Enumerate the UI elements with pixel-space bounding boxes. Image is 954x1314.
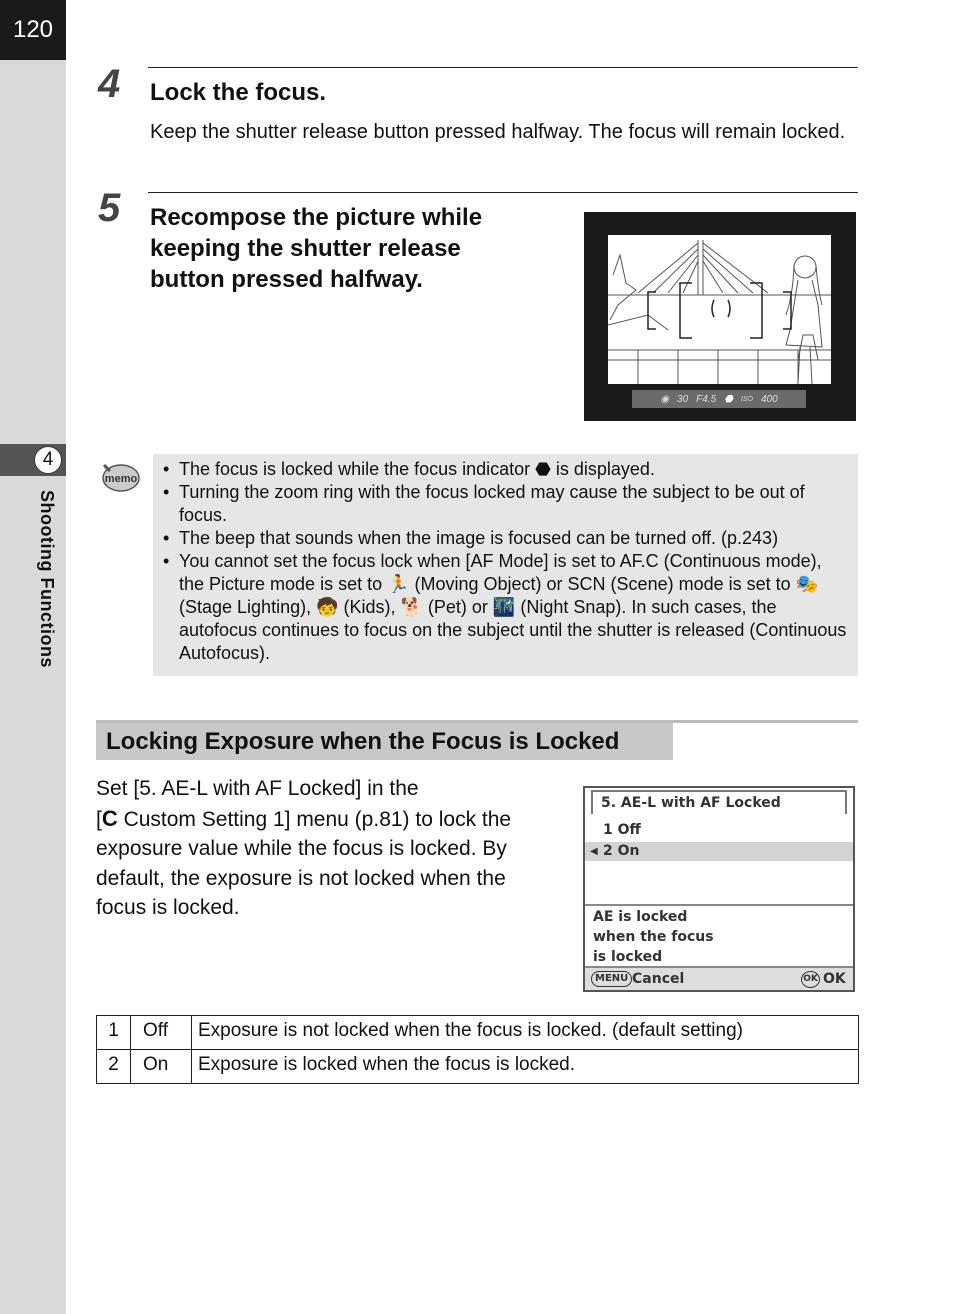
section-body-line: focus is locked.	[96, 896, 240, 919]
viewfinder-illustration	[584, 212, 856, 421]
menu-description	[585, 904, 853, 966]
ok-button-icon: OK	[801, 971, 820, 988]
page-number: 120	[0, 0, 66, 60]
viewfinder-status-bar	[632, 390, 806, 408]
table-cell-name: Off	[131, 1016, 192, 1050]
memo-item: • You cannot set the focus lock when [AF Mode] is set to AF.C (Continuous mode), the Picture mode is set to 🏃 (Moving Object) or SCN (Scene) mode is set to 🎭 (Stage Lighting), 🧒 (Kids), 🐕 (Pet) or 🌃 (Night Snap). In such cases, the autofocus continues to focus on the subject until the shutter is released (Continuous Autofocus).	[179, 550, 850, 665]
table-row	[97, 1050, 859, 1084]
section-body	[96, 774, 566, 923]
options-table	[96, 1015, 859, 1084]
section-title: Locking Exposure when the Focus is Locked	[96, 723, 673, 760]
table-cell-desc: Exposure is not locked when the focus is locked. (default setting)	[192, 1016, 859, 1050]
table-cell-num: 1	[97, 1016, 131, 1050]
memo-box	[153, 454, 858, 676]
section-body-line: [C Custom Setting 1] menu (p.81) to lock the	[96, 805, 512, 831]
shutter-speed: 30	[677, 393, 689, 405]
step5-heading-line: Recompose the picture while	[150, 204, 483, 231]
cancel-button[interactable]: Cancel	[632, 971, 685, 987]
memo-item: • The focus is locked while the focus indicator ⬣ is displayed.	[179, 458, 850, 481]
table-row	[97, 1016, 859, 1050]
step5-number: 5	[98, 186, 121, 230]
step4-rule	[148, 67, 858, 68]
section-body-line: exposure value while the focus is locked. By	[96, 837, 507, 860]
step5-heading-line: button pressed halfway.	[150, 266, 423, 293]
menu-button-icon: MENU	[591, 971, 632, 987]
step5-heading-line: keeping the shutter release	[150, 235, 461, 262]
menu-description-line: AE is locked	[593, 909, 688, 925]
menu-footer	[585, 966, 853, 990]
menu-description-line: is locked	[593, 949, 663, 965]
menu-title: 5. AE-L with AF Locked	[591, 790, 847, 814]
step5-heading	[150, 202, 482, 295]
menu-option-off[interactable]: 1 Off	[603, 822, 641, 838]
custom-setting-icon: C	[101, 805, 118, 831]
step4-heading: Lock the focus.	[150, 79, 327, 106]
camera-menu-screen	[583, 786, 855, 992]
menu-description-line: when the focus	[593, 929, 714, 945]
memo-item: • Turning the zoom ring with the focus locked may cause the subject to be out of focus.	[179, 481, 850, 527]
chapter-title: Shooting Functions	[37, 490, 57, 668]
bridge-scene-image	[608, 235, 831, 384]
step4-number: 4	[98, 62, 121, 106]
aperture-value: F4.5	[696, 393, 717, 405]
shake-icon: ◉	[660, 393, 670, 405]
memo-icon-text: memo	[104, 473, 138, 485]
section-body-line: Set [5. AE-L with AF Locked] in the	[96, 777, 419, 800]
memo-icon	[98, 459, 142, 495]
focus-indicator-icon: ⬣	[724, 393, 733, 405]
menu-option-on[interactable]	[585, 842, 853, 861]
memo-list	[153, 454, 858, 665]
memo-item: • The beep that sounds when the image is focused can be turned off. (p.243)	[179, 527, 850, 550]
section-body-line: default, the exposure is not locked when the	[96, 866, 506, 890]
iso-label: ISO	[740, 395, 753, 403]
chapter-number: 4	[34, 446, 62, 474]
section-body-text: Custom Setting 1] menu (p.81) to lock the	[117, 807, 512, 831]
table-cell-desc: Exposure is locked when the focus is locked.	[192, 1050, 859, 1084]
iso-value: 400	[760, 393, 778, 405]
table-cell-name: On	[131, 1050, 192, 1084]
ok-button[interactable]: OK	[823, 971, 846, 987]
step5-rule	[148, 192, 858, 193]
menu-option-on-label: 2 On	[603, 843, 640, 859]
selection-arrow-icon: ◀	[590, 846, 598, 857]
section-header	[96, 720, 858, 760]
step4-body: Keep the shutter release button pressed halfway. The focus will remain locked.	[150, 121, 846, 143]
viewfinder-scene	[608, 235, 831, 384]
table-cell-num: 2	[97, 1050, 131, 1084]
